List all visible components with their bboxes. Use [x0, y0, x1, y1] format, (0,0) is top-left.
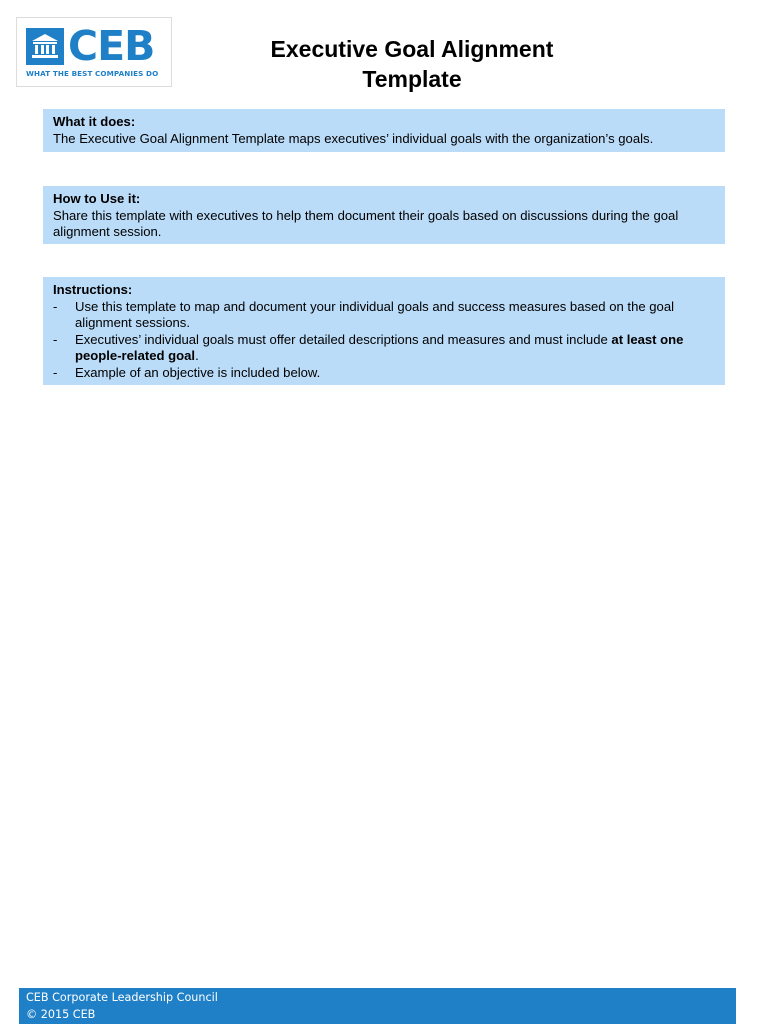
what-it-does-panel	[43, 109, 725, 152]
how-to-use-heading: How to Use it:	[53, 191, 141, 206]
bullet-dash: -	[53, 298, 58, 314]
instruction-emphasis: at least one people-related goal	[75, 331, 684, 363]
footer-council: CEB Corporate Leadership Council	[26, 991, 218, 1004]
bullet-dash: -	[53, 331, 58, 347]
what-it-does-heading: What it does:	[53, 114, 136, 129]
instruction-text: Use this template to map and document your individual goals and success measures based on the goal alignment sessions.	[75, 298, 675, 330]
how-to-use-text: Share this template with executives to help them document their goals based on discussions during the goal alignment session.	[53, 207, 679, 239]
instructions-list	[53, 299, 716, 382]
page-title-line2: Template	[362, 66, 462, 92]
instruction-item	[53, 299, 716, 332]
footer-copyright: © 2015 CEB	[26, 1008, 96, 1021]
logo-name: CEB	[68, 22, 155, 70]
instruction-item	[53, 365, 716, 382]
page-title	[230, 34, 594, 94]
bullet-dash: -	[53, 364, 58, 380]
instruction-text-end: .	[195, 348, 199, 363]
logo-tagline: WHAT THE BEST COMPANIES DO	[26, 69, 159, 78]
instruction-text: Example of an objective is included below.	[75, 364, 321, 380]
how-to-use-panel	[43, 186, 725, 244]
footer-bar	[19, 988, 736, 1024]
page-title-line1: Executive Goal Alignment	[270, 36, 554, 62]
instruction-text: Executives’ individual goals must offer detailed descriptions and measures and must include	[75, 331, 612, 347]
instruction-item	[53, 332, 716, 365]
building-icon	[26, 28, 64, 65]
what-it-does-text: The Executive Goal Alignment Template maps executives’ individual goals with the organization’s goals.	[53, 130, 654, 146]
ceb-logo	[16, 17, 172, 87]
instructions-heading: Instructions:	[53, 282, 133, 297]
instructions-panel	[43, 277, 725, 385]
